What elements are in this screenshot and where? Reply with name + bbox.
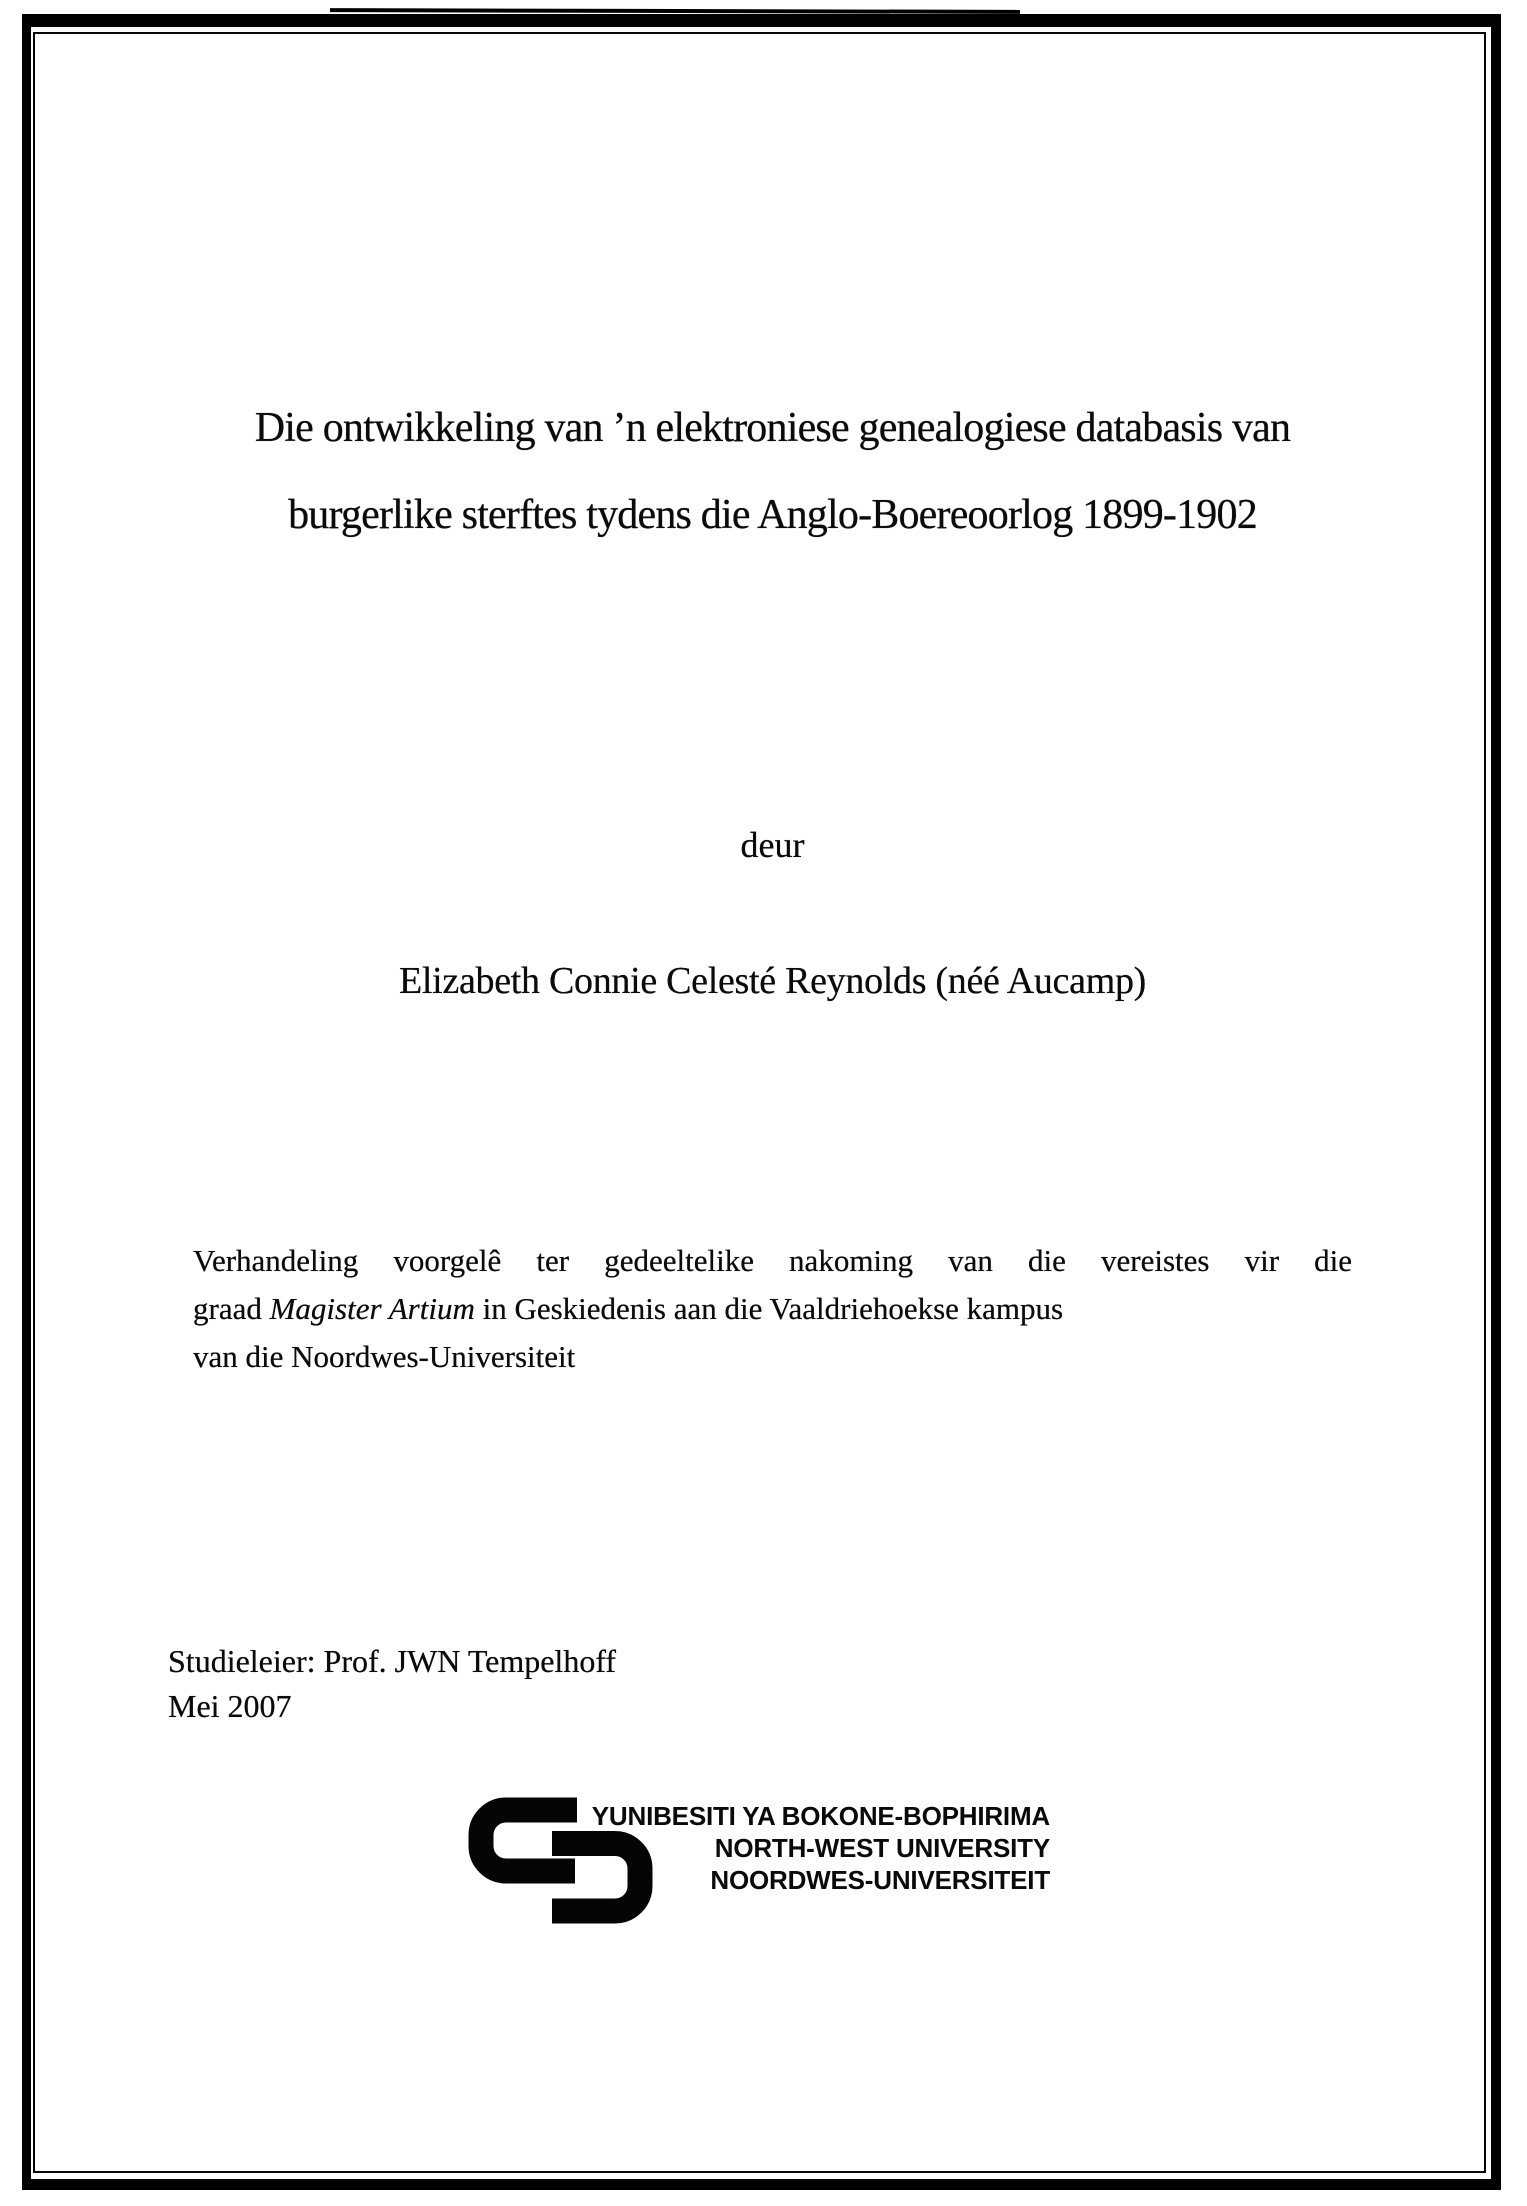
university-logo-text	[592, 1800, 1050, 1896]
thesis-title-line-2: burgerlike sterftes tydens die Anglo-Boereoorlog 1899-1902	[288, 492, 1257, 538]
supervisor-line: Studieleier: Prof. JWN Tempelhoff	[168, 1643, 617, 1679]
byline: deur	[740, 825, 805, 865]
logo-text-english: NORTH-WEST UNIVERSITY	[714, 1833, 1050, 1863]
degree-name-italic: Magister Artium	[269, 1291, 475, 1326]
statement-line-2-prefix: graad	[193, 1291, 270, 1326]
logo-text-setswana: YUNIBESITI YA BOKONE-BOPHIRIMA	[591, 1801, 1050, 1831]
statement-line-2-suffix: in Geskiedenis aan die Vaaldriehoekse kampus	[474, 1291, 1064, 1326]
thesis-title	[193, 385, 1352, 559]
degree-statement	[193, 1237, 1352, 1381]
author-name: Elizabeth Connie Celesté Reynolds (néé Aucamp)	[398, 960, 1147, 1002]
supervisor-block	[168, 1639, 616, 1729]
statement-line-3: van die Noordwes-Universiteit	[193, 1339, 576, 1374]
date-line: Mei 2007	[168, 1688, 292, 1724]
statement-line-1: Verhandeling voorgelê ter gedeeltelike nakoming van die vereistes vir die	[193, 1243, 1352, 1278]
statement-line-2	[193, 1285, 1352, 1333]
thesis-title-line-1: Die ontwikkeling van ’n elektroniese genealogiese databasis van	[254, 405, 1291, 451]
logo-text-afrikaans: NOORDWES-UNIVERSITEIT	[710, 1865, 1050, 1895]
